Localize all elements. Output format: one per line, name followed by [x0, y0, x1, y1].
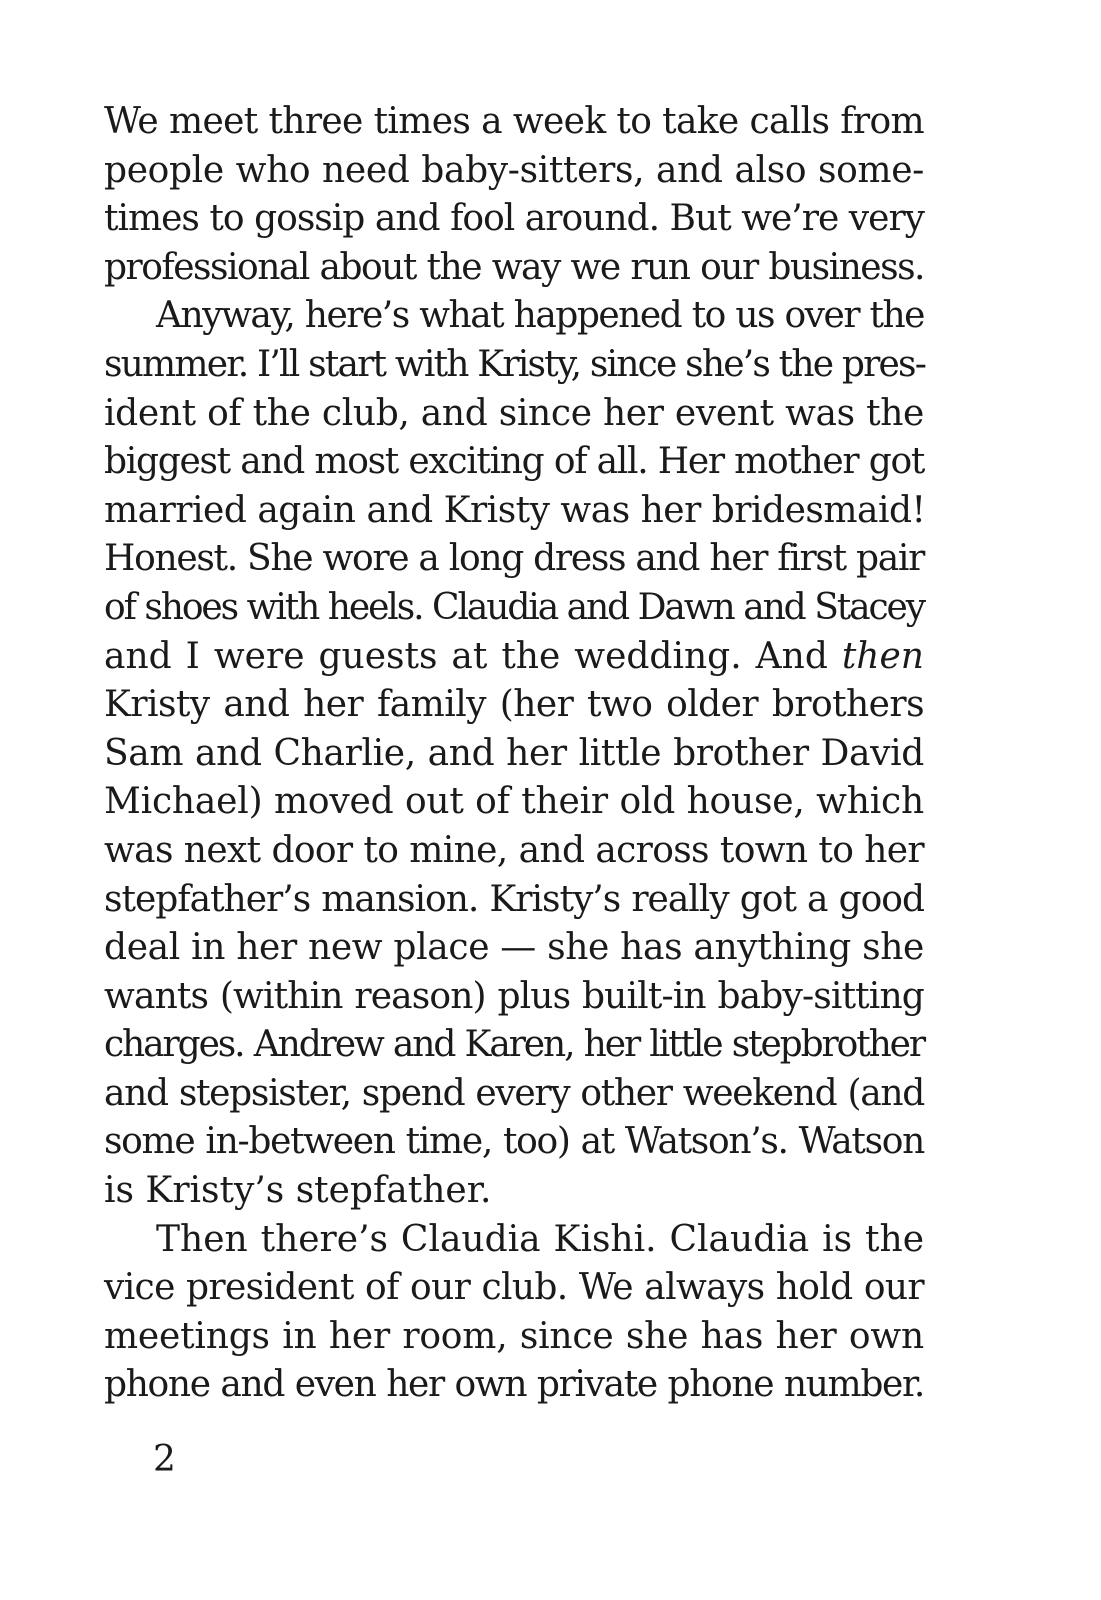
text-line: of shoes with heels. Claudia and Dawn and Stacey: [104, 586, 924, 628]
text-line: stepfather’s mansion. Kristy’s really got a good: [104, 878, 924, 920]
text-line: times to gossip and fool around. But we’re very: [104, 198, 924, 240]
text-line: deal in her new place — she has anything she: [104, 927, 924, 969]
text-line: and stepsister, spend every other weekend (and: [104, 1072, 924, 1114]
text-line: We meet three times a week to take calls from: [104, 101, 924, 142]
text-line: people who need baby-sitters, and also some-: [104, 149, 924, 191]
text-line: meetings in her room, since she has her own: [104, 1315, 924, 1357]
text-line: wants (within reason) plus built-in baby-sitting: [104, 975, 924, 1017]
text-line: ident of the club, and since her event was the: [104, 392, 924, 434]
text-line: charges. Andrew and Karen, her little stepbrother: [104, 1024, 924, 1066]
text-line: married again and Kristy was her bridesmaid!: [104, 489, 926, 531]
text-line: Anyway, here’s what happened to us over the: [156, 295, 924, 337]
text-line: some in-between time, too) at Watson’s. Watson: [104, 1121, 924, 1163]
text-line: Sam and Charlie, and her little brother David: [104, 732, 924, 774]
body-text: [104, 98, 924, 1410]
text-line: Then there’s Claudia Kishi. Claudia is the: [156, 1218, 924, 1260]
text-line: [104, 633, 924, 682]
text-line: Michael) moved out of their old house, which: [104, 781, 924, 823]
text-line-segment: and I were guests at the wedding. And: [104, 635, 842, 677]
text-line: Honest. She wore a long dress and her first pair: [104, 538, 924, 580]
text-line: was next door to mine, and across town to her: [104, 829, 924, 871]
emphasized-word: then: [841, 635, 924, 677]
page-number: 2: [153, 1439, 176, 1480]
text-line: phone and even her own private phone number.: [104, 1364, 924, 1406]
text-line: vice president of our club. We always hold our: [104, 1267, 924, 1309]
text-line: summer. I’ll start with Kristy, since she’s the pres-: [104, 343, 926, 385]
text-line: Kristy and her family (her two older brothers: [104, 684, 924, 726]
text-line: is Kristy’s stepfather.: [104, 1170, 492, 1212]
text-line: biggest and most exciting of all. Her mother got: [104, 441, 924, 483]
text-line: professional about the way we run our business.: [104, 246, 924, 288]
